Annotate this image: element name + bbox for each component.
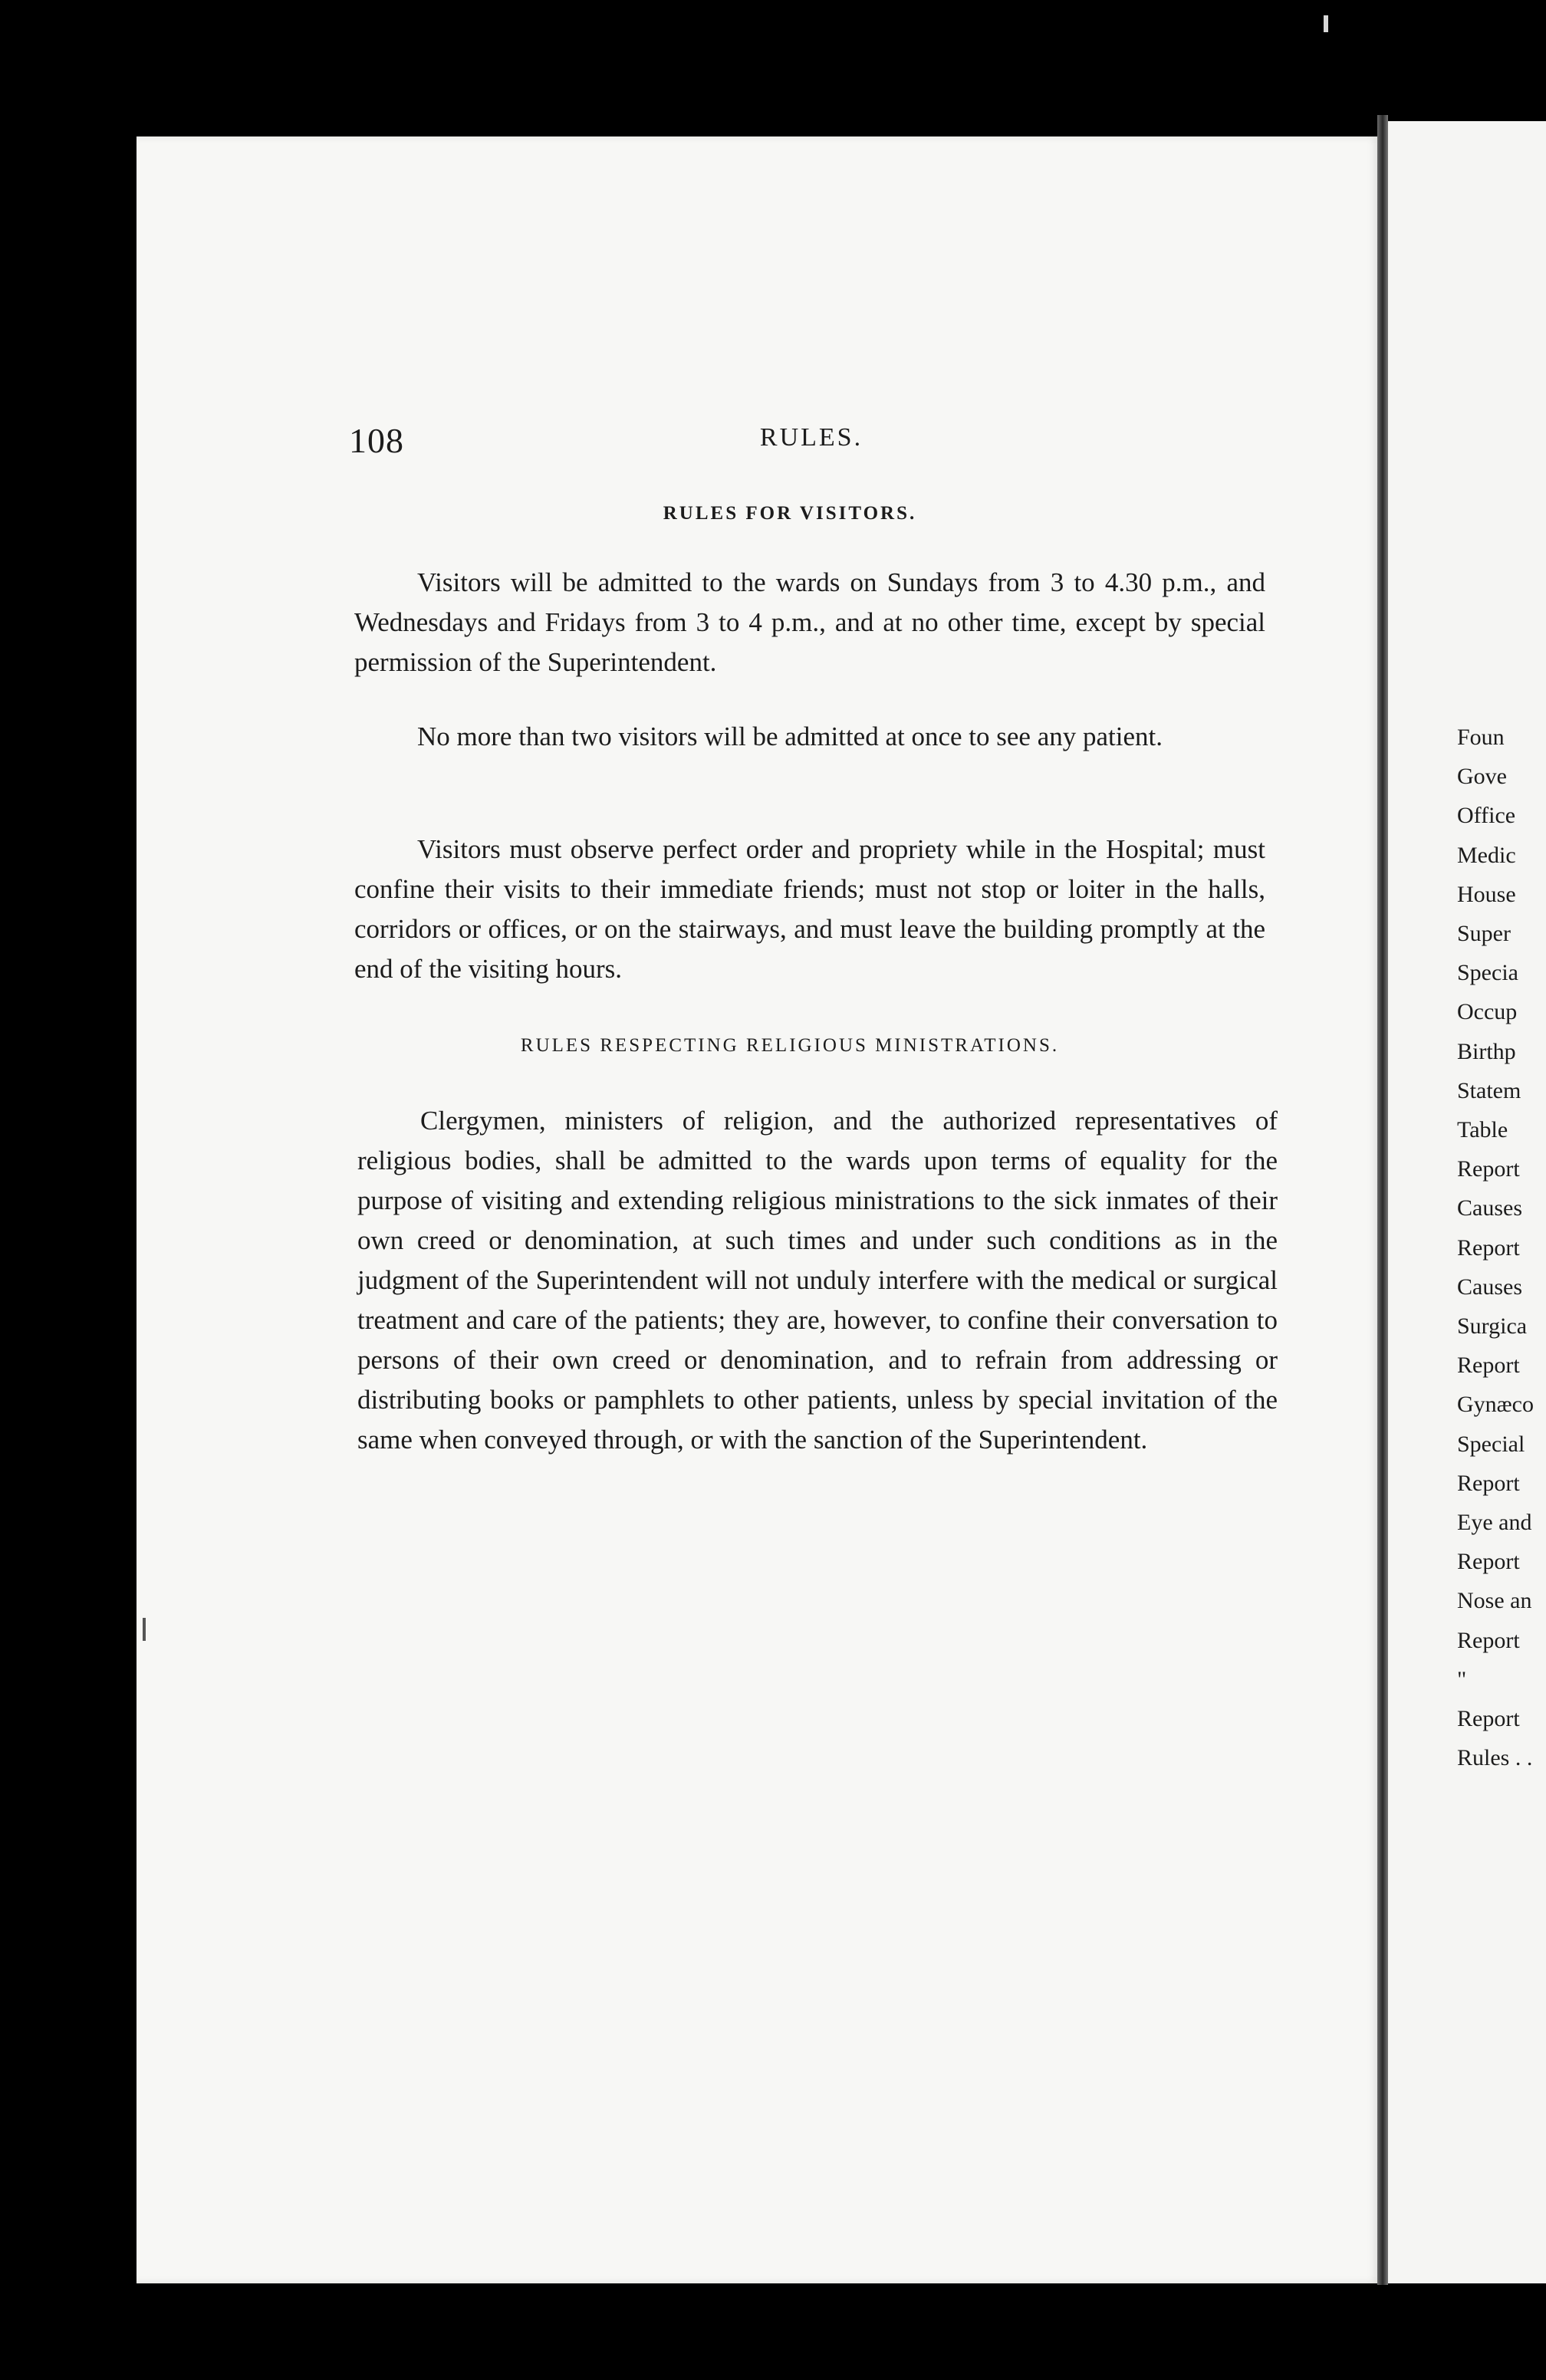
scan-mark bbox=[1324, 15, 1328, 32]
section-heading-visitors: RULES FOR VISITORS. bbox=[663, 503, 917, 524]
index-entry: Super bbox=[1457, 921, 1511, 947]
paragraph: Visitors will be admitted to the wards on Sundays from 3 to 4.30 p.m., and Wednesdays and Fridays from 3 to 4 p.m., and at no other time, except by special permission of the Superintendent. bbox=[354, 567, 1265, 677]
index-entry: Report bbox=[1457, 1706, 1520, 1732]
index-entry: Table bbox=[1457, 1117, 1508, 1143]
index-entry: Report bbox=[1457, 1627, 1520, 1653]
index-list bbox=[1457, 718, 1534, 1777]
index-entry: Specia bbox=[1457, 960, 1518, 986]
paragraph: Clergymen, ministers of religion, and the authorized representatives of religious bodies, shall be admitted to the wards upon terms of equality for the purpose of visiting and extending religious ministrations to the sick inmates of their own creed or denomination, at such times and under such conditions as in the judgment of the Superintendent will not unduly interfere with the medical or surgical treatment and care of the patients; they are, however, to confine their conversation to persons of their own creed or denomination, and to refrain from addressing or distributing books or pamphlets to other patients, unless by special invitation of the same when conveyed through, or with the sanction of the Superintendent. bbox=[357, 1106, 1278, 1455]
index-entry: Birthp bbox=[1457, 1038, 1516, 1064]
scan-mark bbox=[143, 1618, 146, 1641]
index-entry: Surgica bbox=[1457, 1313, 1528, 1340]
index-entry: Report bbox=[1457, 1156, 1520, 1182]
index-entry: Office bbox=[1457, 803, 1516, 829]
index-entry: Foun bbox=[1457, 725, 1505, 750]
index-entry: Medic bbox=[1457, 842, 1516, 868]
index-entry: Occup bbox=[1457, 999, 1518, 1025]
index-entry: Special bbox=[1457, 1431, 1525, 1457]
index-entry: Causes bbox=[1457, 1195, 1522, 1221]
index-entry: Gove bbox=[1457, 764, 1507, 790]
index-entry: Nose an bbox=[1457, 1588, 1532, 1614]
index-entry: Report bbox=[1457, 1353, 1520, 1379]
index-entry: Report bbox=[1457, 1470, 1520, 1496]
section-heading-religious-ministrations: RULES RESPECTING RELIGIOUS MINISTRATIONS. bbox=[520, 1035, 1060, 1056]
index-entry: Report bbox=[1457, 1549, 1520, 1575]
index-entry: " bbox=[1457, 1666, 1467, 1692]
paragraph: Visitors must observe perfect order and propriety while in the Hospital; must confine their visits to their immediate friends; must not stop or loiter in the halls, corridors or offices, or on the stairways, and must leave the building promptly at the end of the visiting hours. bbox=[354, 834, 1265, 984]
index-entry: Statem bbox=[1457, 1077, 1521, 1103]
index-entry: Gynæco bbox=[1457, 1392, 1534, 1418]
page-number: 108 bbox=[349, 421, 404, 460]
index-entry: Report bbox=[1457, 1234, 1520, 1261]
paragraph: No more than two visitors will be admitted at once to see any patient. bbox=[417, 722, 1163, 751]
running-head: RULES. bbox=[759, 423, 863, 452]
index-entry: Causes bbox=[1457, 1274, 1522, 1300]
index-entry: House bbox=[1457, 881, 1516, 907]
index-entry: Rules . . bbox=[1457, 1745, 1533, 1771]
index-entry: Eye and bbox=[1457, 1510, 1532, 1536]
